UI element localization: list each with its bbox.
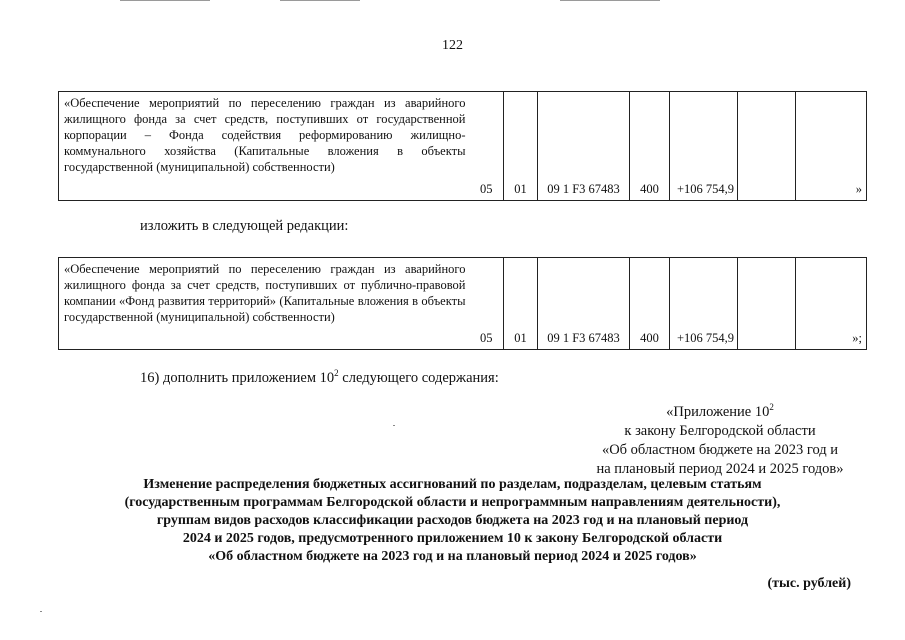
new-row-section: 05 <box>470 258 504 350</box>
old-row-closing-quote: » <box>796 92 867 201</box>
old-row-target-article: 09 1 F3 67483 <box>538 92 630 201</box>
scan-speck <box>40 611 42 612</box>
old-row-amount-2024 <box>738 92 796 201</box>
item-16-text-end: следующего содержания: <box>338 370 499 386</box>
appendix-period-line: на плановый период 2024 и 2025 годов» <box>596 461 844 477</box>
scan-edge-line-mid <box>280 0 360 1</box>
units-label: (тыс. рублей) <box>767 576 851 591</box>
heading-line: 2024 и 2025 годов, предусмотренного приложением 10 к закону Белгородской области <box>182 531 723 546</box>
old-row-subsection: 01 <box>504 92 538 201</box>
replace-instruction <box>140 218 348 235</box>
appendix-budget-line: «Об областном бюджете на 2023 год и <box>601 442 839 458</box>
new-row-expense-type: 400 <box>630 258 670 350</box>
new-row-target-article: 09 1 F3 67483 <box>538 258 630 350</box>
heading-line: (государственным программам Белгородской области и непрограммным направлениям деятельности), <box>124 495 781 510</box>
scan-edge-line-right <box>560 0 660 1</box>
page-number: 122 <box>442 38 463 53</box>
appendix-title-superscript: 2 <box>769 402 774 412</box>
item-16-paragraph <box>140 368 499 387</box>
heading-line: группам видов расходов классификации расходов бюджета на 2023 год и на плановый период <box>156 513 749 528</box>
new-row-amount-2024 <box>738 258 796 350</box>
scan-speck <box>393 425 395 426</box>
heading-line: Изменение распределения бюджетных ассигнований по разделам, подразделам, целевым статьям <box>143 477 762 492</box>
old-row-description: «Обеспечение мероприятий по переселению граждан из аварийного жилищного фонда за счет средств, поступивших от государственной корпорации – Фонда содействия реформированию жилищно-коммунального хозяйства (Капитальные вложения в объекты государственной (муниципальной) собственности) <box>59 92 470 201</box>
old-row-expense-type: 400 <box>630 92 670 201</box>
new-row-closing-quote: »; <box>796 258 867 350</box>
appendix-title-text: «Приложение 10 <box>666 404 770 420</box>
old-row-section: 05 <box>470 92 504 201</box>
scan-edge-line-left <box>120 0 210 1</box>
new-row-amount-2023: +106 754,9 <box>670 258 738 350</box>
appendix-reference <box>575 398 865 479</box>
new-row-description: «Обеспечение мероприятий по переселению граждан из аварийного жилищного фонда за счет средств, поступивших от публично-правовой компании «Фонд развития территорий» (Капитальные вложения в объекты государственной (муниципальной) собственности) <box>59 258 470 350</box>
replace-instruction-text: изложить в следующей редакции: <box>140 218 349 234</box>
appendix-law-line: к закону Белгородской области <box>624 423 816 439</box>
item-16-text: 16) дополнить приложением 10 <box>140 370 335 386</box>
amendment-table-new <box>58 257 867 350</box>
new-row-subsection: 01 <box>504 258 538 350</box>
item-16-superscript: 2 <box>334 368 339 378</box>
old-row-amount-2023: +106 754,9 <box>670 92 738 201</box>
document-heading <box>60 476 845 566</box>
heading-line: «Об областном бюджете на 2023 год и на плановый период 2024 и 2025 годов» <box>208 549 697 564</box>
appendix-title <box>575 398 865 422</box>
amendment-table-old <box>58 91 867 201</box>
